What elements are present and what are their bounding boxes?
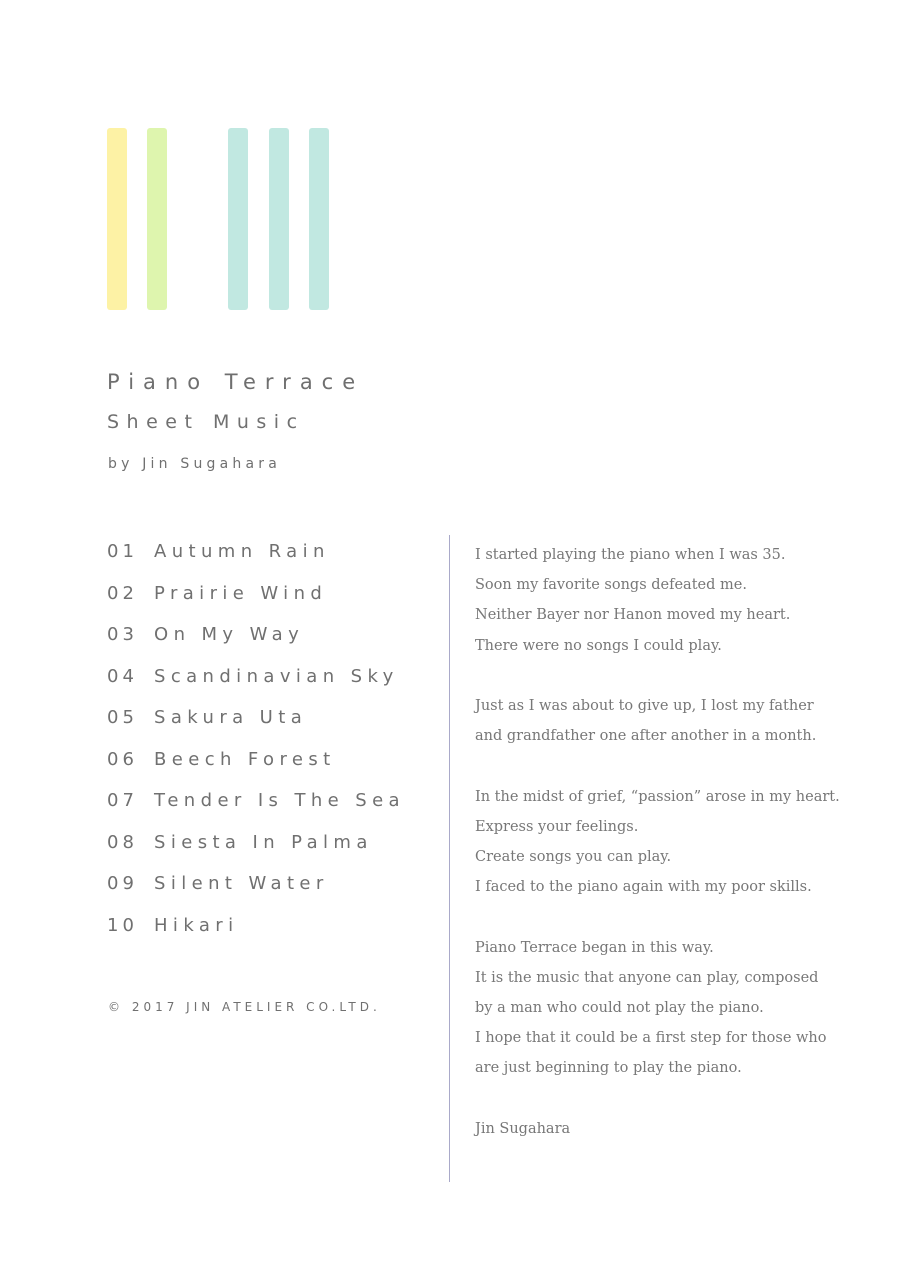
track-number: 04: [107, 665, 138, 687]
essay-line: I hope that it could be a first step for those who: [475, 1030, 827, 1047]
essay-line: by a man who could not play the piano.: [475, 1000, 764, 1016]
copyright-notice: © 2017 JIN ATELIER CO.LTD.: [108, 1000, 381, 1014]
author-byline: by Jin Sugahara: [108, 456, 281, 472]
track-item: [107, 583, 405, 625]
essay-line: and grandfather one after another in a month.: [475, 728, 817, 745]
track-number: 10: [107, 914, 138, 936]
track-item: [107, 749, 405, 791]
essay-line: Soon my favorite songs defeated me.: [475, 577, 747, 594]
essay-line: are just beginning to play the piano.: [475, 1060, 742, 1077]
track-list: [107, 541, 405, 956]
essay-line: Neither Bayer nor Hanon moved my heart.: [475, 607, 791, 624]
track-item: [107, 541, 405, 583]
logo-bar-yellow: [107, 128, 127, 310]
logo-bar-mint-2: [269, 128, 289, 310]
track-number: 06: [107, 748, 138, 770]
track-title: Siesta In Palma: [154, 831, 373, 853]
track-item: [107, 666, 405, 708]
essay-paragraph: [475, 691, 875, 751]
track-title: On My Way: [154, 624, 305, 645]
logo-bar-mint-3: [309, 128, 329, 310]
track-title: Autumn Rain: [154, 541, 330, 562]
track-item: [107, 790, 405, 832]
page-subtitle: Sheet Music: [107, 411, 305, 433]
track-number: 07: [107, 790, 138, 811]
track-number: 02: [107, 582, 138, 604]
track-title: Tender Is The Sea: [154, 790, 405, 811]
essay-signature: Jin Sugahara: [475, 1120, 571, 1137]
essay-paragraph: [475, 540, 875, 661]
track-item: [107, 873, 405, 915]
track-title: Scandinavian Sky: [154, 665, 399, 687]
essay-line: I started playing the piano when I was 35.: [475, 547, 786, 563]
essay-line: In the midst of grief, “passion” arose in my heart.: [475, 788, 840, 805]
essay-line: Just as I was about to give up, I lost my father: [475, 698, 814, 714]
track-title: Hikari: [154, 914, 239, 936]
essay-line: Express your feelings.: [475, 818, 639, 835]
column-divider: [449, 535, 450, 1182]
logo-bar-mint-1: [228, 128, 248, 310]
essay-line: Create songs you can play.: [475, 849, 672, 865]
track-number: 01: [107, 541, 138, 562]
essay-line: I faced to the piano again with my poor skills.: [475, 879, 812, 896]
track-item: [107, 832, 405, 874]
logo-bar-lime: [147, 128, 167, 310]
track-title: Prairie Wind: [154, 582, 328, 604]
essay-paragraph: [475, 782, 875, 903]
track-number: 03: [107, 624, 138, 645]
track-item: [107, 624, 405, 666]
essay-paragraph: [475, 933, 875, 1084]
author-essay: [475, 540, 875, 1144]
track-number: 05: [107, 707, 138, 728]
essay-line: It is the music that anyone can play, composed: [475, 969, 819, 986]
track-item: [107, 707, 405, 749]
track-number: 08: [107, 831, 138, 853]
track-item: [107, 915, 405, 957]
page-title: Piano Terrace: [107, 370, 365, 394]
track-title: Sakura Uta: [154, 707, 308, 728]
track-title: Beech Forest: [154, 748, 336, 770]
track-title: Silent Water: [154, 873, 329, 894]
essay-line: There were no songs I could play.: [475, 637, 722, 654]
essay-line: Piano Terrace began in this way.: [475, 939, 714, 956]
track-number: 09: [107, 873, 138, 894]
